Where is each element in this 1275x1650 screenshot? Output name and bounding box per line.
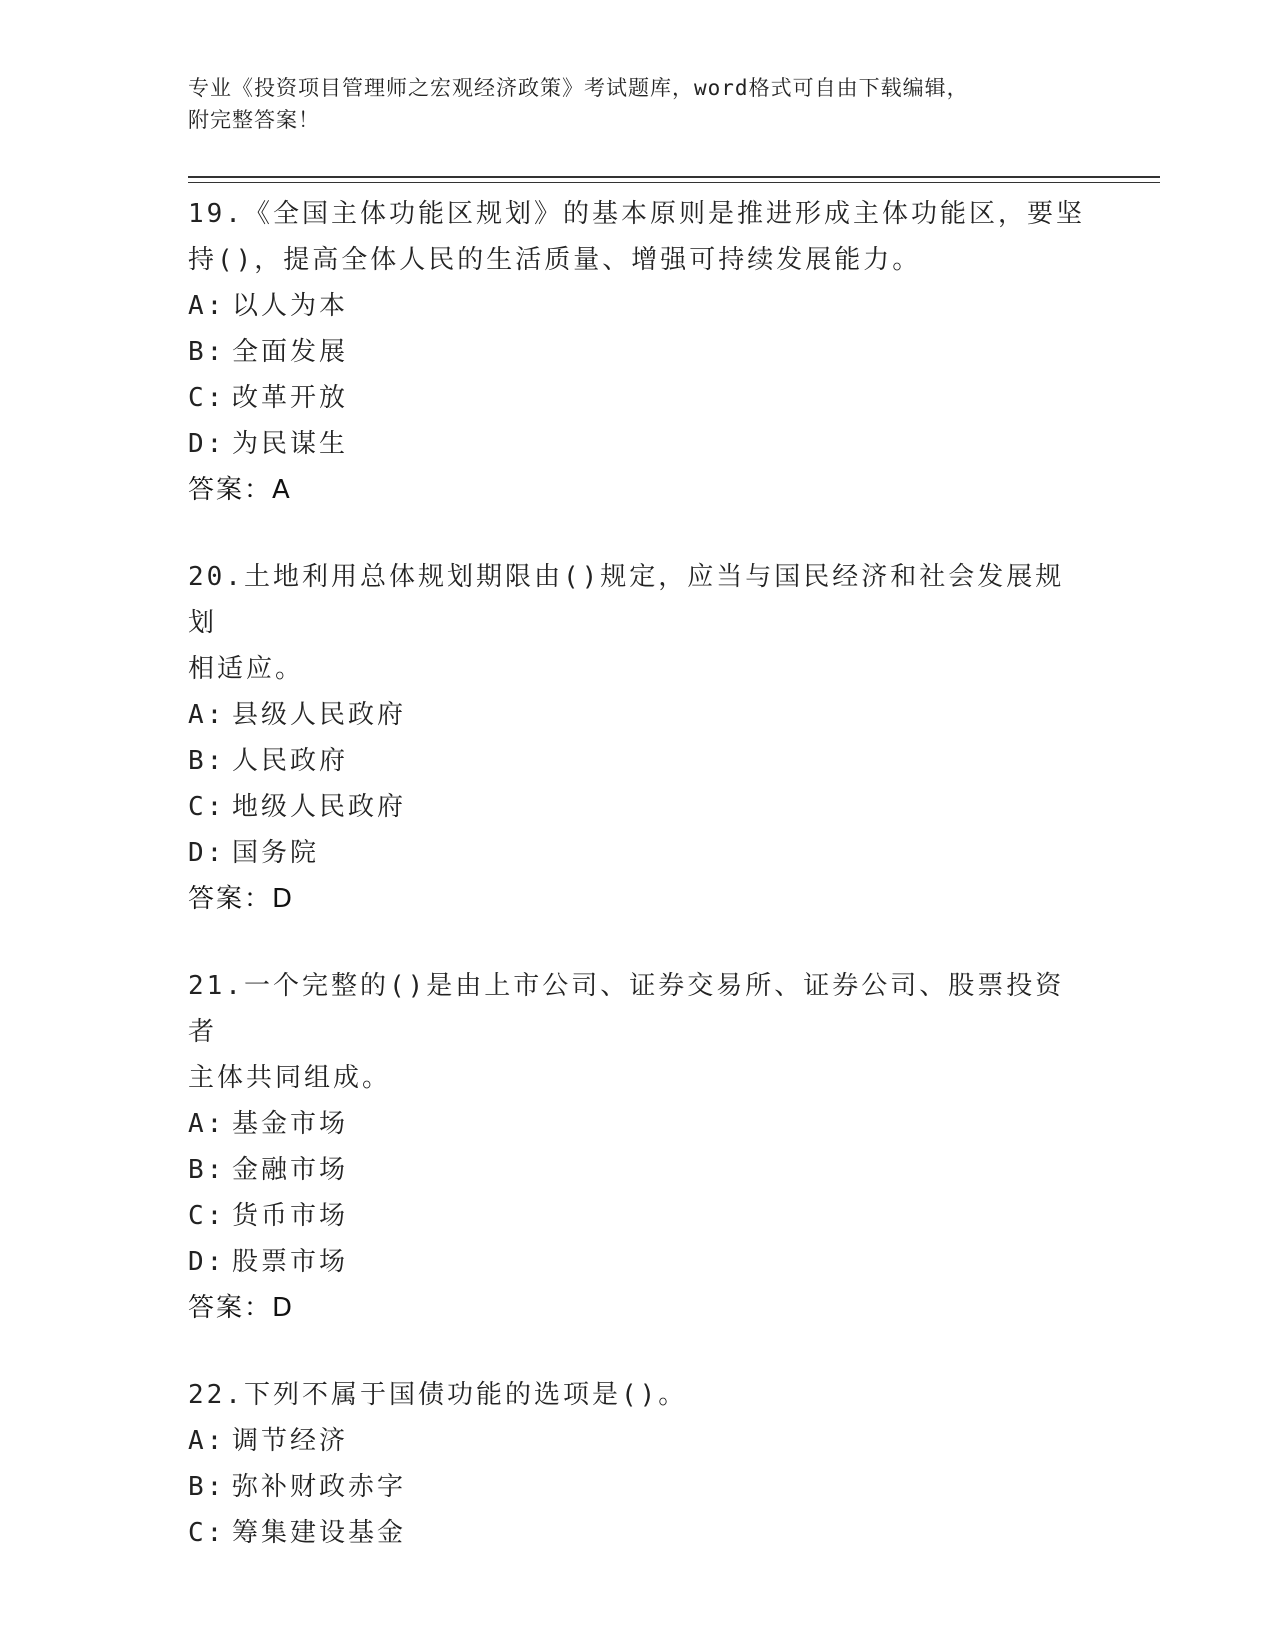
option-text: 金融市场 xyxy=(232,1155,349,1185)
option-text: 县级人民政府 xyxy=(232,700,407,730)
option-d xyxy=(188,1239,1088,1285)
document-header xyxy=(188,72,1088,136)
option-key: C: xyxy=(188,792,226,822)
question-21 xyxy=(188,963,1088,1331)
option-b xyxy=(188,1464,1088,1510)
question-stem-line: 19.《全国主体功能区规划》的基本原则是推进形成主体功能区，要坚 xyxy=(188,199,1085,229)
option-c xyxy=(188,1510,1088,1556)
option-text: 调节经济 xyxy=(232,1426,349,1456)
option-text: 股票市场 xyxy=(232,1247,349,1277)
option-key: A: xyxy=(188,291,226,321)
option-key: B: xyxy=(188,1155,226,1185)
question-19 xyxy=(188,191,1088,513)
option-text: 国务院 xyxy=(232,838,320,868)
option-key: C: xyxy=(188,1201,226,1231)
answer-line: 答案：D xyxy=(188,884,295,914)
option-key: A: xyxy=(188,700,226,730)
option-text: 弥补财政赤字 xyxy=(232,1472,407,1502)
option-a xyxy=(188,1101,1088,1147)
question-22 xyxy=(188,1372,1088,1556)
option-c xyxy=(188,375,1088,421)
option-text: 筹集建设基金 xyxy=(232,1518,407,1548)
option-d xyxy=(188,830,1088,876)
option-key: D: xyxy=(188,429,226,459)
question-stem-line: 主体共同组成。 xyxy=(188,1063,392,1093)
question-list xyxy=(188,191,1088,1597)
header-line-1: 专业《投资项目管理师之宏观经济政策》考试题库，word格式可自由下载编辑， xyxy=(188,76,969,100)
question-stem-line: 21.一个完整的()是由上市公司、证券交易所、证券公司、股票投资者 xyxy=(188,971,1065,1047)
option-b xyxy=(188,1147,1088,1193)
header-divider-thin xyxy=(188,182,1160,183)
answer-line: 答案：D xyxy=(188,1293,295,1323)
question-stem-line: 22.下列不属于国债功能的选项是()。 xyxy=(188,1380,688,1410)
option-text: 全面发展 xyxy=(232,337,349,367)
option-text: 货币市场 xyxy=(232,1201,349,1231)
option-text: 基金市场 xyxy=(232,1109,349,1139)
header-line-2: 附完整答案！ xyxy=(188,108,320,132)
option-text: 人民政府 xyxy=(232,746,349,776)
option-d xyxy=(188,421,1088,467)
option-a xyxy=(188,692,1088,738)
option-key: B: xyxy=(188,746,226,776)
option-key: C: xyxy=(188,1518,226,1548)
option-c xyxy=(188,784,1088,830)
option-text: 以人为本 xyxy=(232,291,349,321)
option-key: D: xyxy=(188,1247,226,1277)
option-b xyxy=(188,329,1088,375)
header-divider-thick xyxy=(188,176,1160,178)
option-text: 改革开放 xyxy=(232,383,349,413)
option-text: 为民谋生 xyxy=(232,429,349,459)
option-text: 地级人民政府 xyxy=(232,792,407,822)
option-b xyxy=(188,738,1088,784)
option-key: C: xyxy=(188,383,226,413)
answer-line: 答案：A xyxy=(188,475,292,505)
option-key: D: xyxy=(188,838,226,868)
option-c xyxy=(188,1193,1088,1239)
option-key: B: xyxy=(188,337,226,367)
option-key: A: xyxy=(188,1109,226,1139)
question-stem-line: 相适应。 xyxy=(188,654,305,684)
option-a xyxy=(188,283,1088,329)
option-a xyxy=(188,1418,1088,1464)
option-key: A: xyxy=(188,1426,226,1456)
option-key: B: xyxy=(188,1472,226,1502)
question-stem-line: 20.土地利用总体规划期限由()规定，应当与国民经济和社会发展规划 xyxy=(188,562,1065,638)
question-20 xyxy=(188,554,1088,922)
question-stem-line: 持()，提高全体人民的生活质量、增强可持续发展能力。 xyxy=(188,245,922,275)
